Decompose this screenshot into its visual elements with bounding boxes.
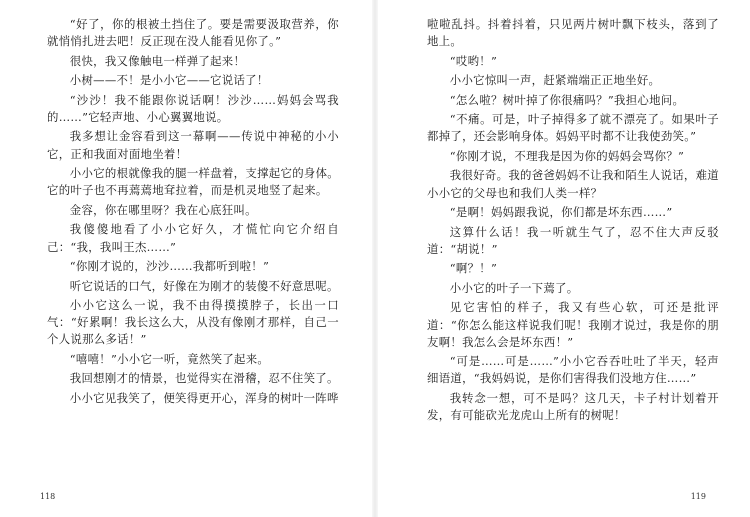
paragraph: 见它害怕的样子，我又有些心软，可还是批评道：“你怎么能这样说我们呢！我刚才说过，我是你的朋友啊！我怎么会是坏东西！” <box>427 300 719 349</box>
paragraph: 金容，你在哪里呀？我在心底狂叫。 <box>69 202 257 217</box>
paragraph: “沙沙！我不能跟你说话啊！沙沙……妈妈会骂我的……”它轻声地、小心翼翼地说。 <box>47 92 339 124</box>
paragraph: 小树——不！是小小它——它说话了！ <box>69 73 269 88</box>
paragraph: “嘻嘻！”小小它一听，竟然笑了起来。 <box>69 351 270 366</box>
paragraph: “好了，你的根被土挡住了。要是需要汲取营养，你就悄悄扎进去吧！反正现在没人能看见你了。” <box>47 17 339 49</box>
paragraph: 小小它惊叫一声，赶紧端端正正地坐好。 <box>449 73 661 88</box>
paragraph: 这算什么话！我一听就生气了，忍不住大声反驳道：“胡说！” <box>427 224 719 256</box>
paragraph: 我很好奇。我的爸爸妈妈不让我和陌生人说话，难道小小它的父母也和我们人类一样？ <box>427 168 719 200</box>
paragraph: “哎哟！” <box>449 53 498 68</box>
paragraph: 小小它这么一说，我不由得摸摸脖子，长出一口气：“好累啊！我长这么大，从没有像刚才那样，自己一个人说那么多话！” <box>47 298 339 347</box>
paragraph: 小小它的根就像我的腿一样盘着，支撑起它的身体。它的叶子也不再蔫蔫地耷拉着，而是机灵地竖了起来。 <box>47 166 339 198</box>
left-page-text <box>47 16 339 409</box>
page-number-left: 118 <box>40 492 56 501</box>
paragraph: 小小它的叶子一下蔫了。 <box>449 280 579 295</box>
paragraph: 我回想刚才的情景，也觉得实在滑稽，忍不住笑了。 <box>69 371 339 386</box>
paragraph: 听它说话的口气，好像在为刚才的装傻不好意思呢。 <box>69 278 339 293</box>
paragraph: 我转念一想，可不是吗？这几天，卡子村计划着开发，有可能砍光龙虎山上所有的树呢！ <box>427 390 719 423</box>
paragraph: “你刚才说的，沙沙……我都听到啦！” <box>69 259 270 274</box>
paragraph: “啊？！” <box>449 261 498 276</box>
paragraph: 很快，我又像触电一样弹了起来！ <box>69 53 246 68</box>
paragraph: “怎么啦？树叶掉了你很痛吗？”我担心地问。 <box>449 92 685 107</box>
paragraph: “是啊！妈妈跟我说，你们都是坏东西……” <box>449 205 673 220</box>
paragraph: 我傻傻地看了小小它好久，才慌忙向它介绍自己：“我，我叫王杰……” <box>47 222 339 254</box>
paragraph: “你刚才说，不理我是因为你的妈妈会骂你？” <box>449 148 685 163</box>
paragraph: “不痛。可是，叶子掉得多了就不漂亮了。如果叶子都掉了，还会影响身体。妈妈平时都不让我使劲笑。” <box>427 112 719 144</box>
page-number-right: 119 <box>690 492 706 501</box>
paragraph: 我多想让金容看到这一幕啊——传说中神秘的小小它，正和我面对面地坐着！ <box>47 129 339 161</box>
paragraph: 小小它见我笑了，便笑得更开心，浑身的树叶一阵哗 <box>69 390 339 405</box>
paragraph: “可是……可是……”小小它吞吞吐吐了半天，轻声细语道，“我妈妈说，是你们害得我们没地方住……” <box>427 354 719 386</box>
paragraph-continued: 啦啦乱抖。抖着抖着，只见两片树叶飘下枝头，落到了地上。 <box>427 17 719 49</box>
right-page-text <box>427 16 719 427</box>
right-page <box>375 0 750 517</box>
